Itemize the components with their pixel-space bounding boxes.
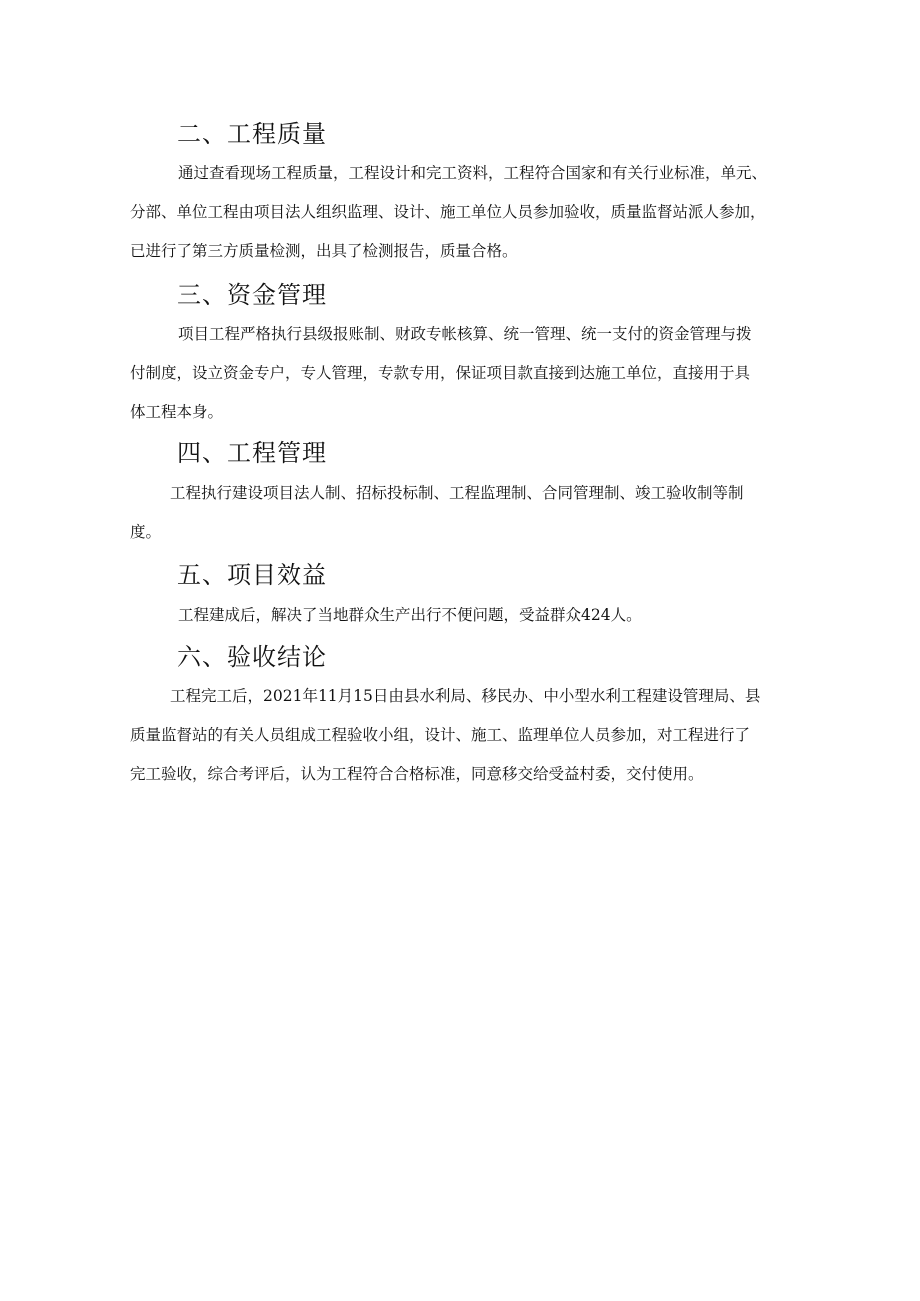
body-line: 项目工程严格执行县级报账制、财政专帐核算、统一管理、统一支付的资金管理与拨 (178, 325, 752, 343)
section-heading-quality: 二、工程质量 (177, 120, 327, 148)
section-body-conclusion (130, 677, 760, 794)
body-line: 工程执行建设项目法人制、招标投标制、工程监理制、合同管理制、竣工验收制等制 (170, 484, 744, 502)
body-line: 付制度，设立资金专户，专人管理，专款专用，保证项目款直接到达施工单位，直接用于具 (130, 364, 751, 382)
body-line: 工程完工后，2021年11月15日由县水利局、移民办、中小型水利工程建设管理局、县 (170, 687, 761, 705)
section-heading-management: 四、工程管理 (177, 439, 327, 467)
body-line: 度。 (130, 523, 162, 541)
section-heading-benefits: 五、项目效益 (177, 561, 327, 589)
body-line: 分部、单位工程由项目法人组织监理、设计、施工单位人员参加验收，质量监督站派人参加， (130, 203, 766, 221)
body-line: 已进行了第三方质量检测，出具了检测报告，质量合格。 (130, 242, 518, 260)
section-heading-conclusion: 六、验收结论 (177, 643, 327, 671)
body-line: 质量监督站的有关人员组成工程验收小组，设计、施工、监理单位人员参加，对工程进行了 (130, 726, 751, 744)
body-line: 通过查看现场工程质量，工程设计和完工资料，工程符合国家和有关行业标准，单元、 (178, 164, 768, 182)
body-line: 完工验收，综合考评后，认为工程符合合格标准，同意移交给受益村委，交付使用。 (130, 765, 704, 783)
section-heading-funds: 三、资金管理 (177, 281, 327, 309)
body-line: 工程建成后，解决了当地群众生产出行不便问题，受益群众424人。 (178, 606, 642, 624)
section-body-quality (130, 154, 767, 271)
section-body-funds (130, 315, 752, 432)
section-body-benefits (130, 596, 642, 635)
section-body-management (130, 474, 744, 552)
body-line: 体工程本身。 (130, 403, 224, 421)
